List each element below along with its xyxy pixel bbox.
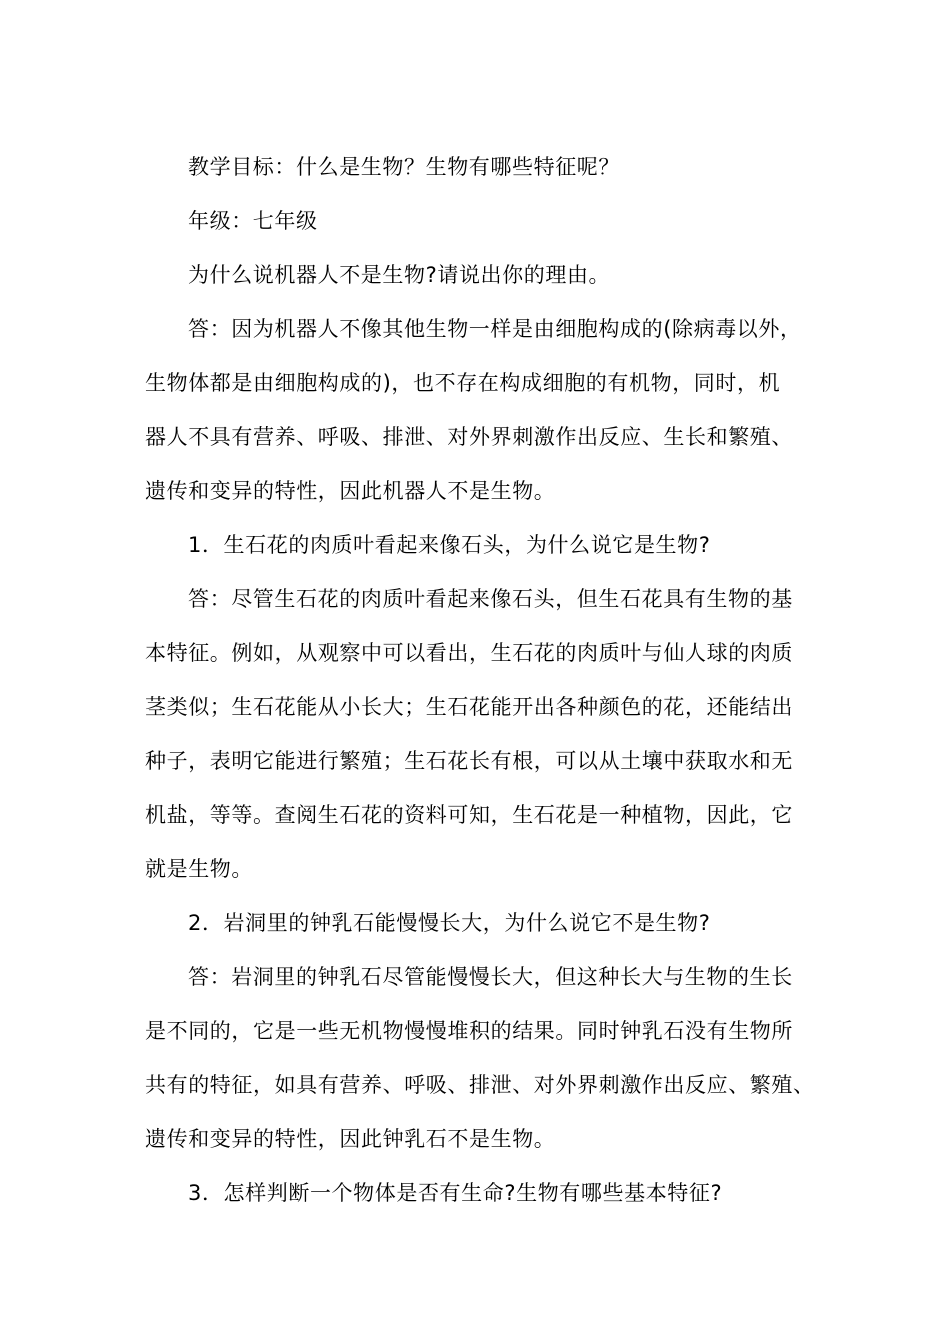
answer-1-line-5: 机盐，等等。查阅生石花的资料可知，生石花是一种植物，因此，它 [145, 803, 793, 827]
answer-2-line-2: 是不同的，它是一些无机物慢慢堆积的结果。同时钟乳石没有生物所 [145, 1019, 793, 1043]
question-1: 1．生石花的肉质叶看起来像石头，为什么说它是生物? [188, 533, 711, 557]
answer-2-line-1: 答：岩洞里的钟乳石尽管能慢慢长大，但这种长大与生物的生长 [188, 965, 793, 989]
answer-2-line-3: 共有的特征，如具有营养、呼吸、排泄、对外界刺激作出反应、繁殖、 [145, 1073, 815, 1097]
question-3: 3．怎样判断一个物体是否有生命?生物有哪些基本特征? [188, 1181, 723, 1205]
answer-robot-line-1: 答：因为机器人不像其他生物一样是由细胞构成的(除病毒以外， [188, 317, 802, 341]
grade-line: 年级：七年级 [188, 209, 318, 233]
answer-robot-line-4: 遗传和变异的特性，因此机器人不是生物。 [145, 479, 556, 503]
answer-robot-line-2: 生物体都是由细胞构成的)，也不存在构成细胞的有机物，同时，机 [145, 371, 781, 395]
question-robot: 为什么说机器人不是生物?请说出你的理由。 [188, 263, 611, 287]
teaching-goal-line: 教学目标：什么是生物？生物有哪些特征呢？ [188, 155, 620, 179]
answer-1-line-3: 茎类似；生石花能从小长大；生石花能开出各种颜色的花，还能结出 [145, 695, 793, 719]
question-2: 2．岩洞里的钟乳石能慢慢长大，为什么说它不是生物? [188, 911, 711, 935]
answer-1-line-1: 答：尽管生石花的肉质叶看起来像石头，但生石花具有生物的基 [188, 587, 793, 611]
answer-2-line-4: 遗传和变异的特性，因此钟乳石不是生物。 [145, 1127, 556, 1151]
answer-1-line-2: 本特征。例如，从观察中可以看出，生石花的肉质叶与仙人球的肉质 [145, 641, 793, 665]
answer-1-line-4: 种子，表明它能进行繁殖；生石花长有根，可以从土壤中获取水和无 [145, 749, 793, 773]
answer-1-line-6: 就是生物。 [145, 857, 253, 881]
answer-robot-line-3: 器人不具有营养、呼吸、排泄、对外界刺激作出反应、生长和繁殖、 [145, 425, 793, 449]
